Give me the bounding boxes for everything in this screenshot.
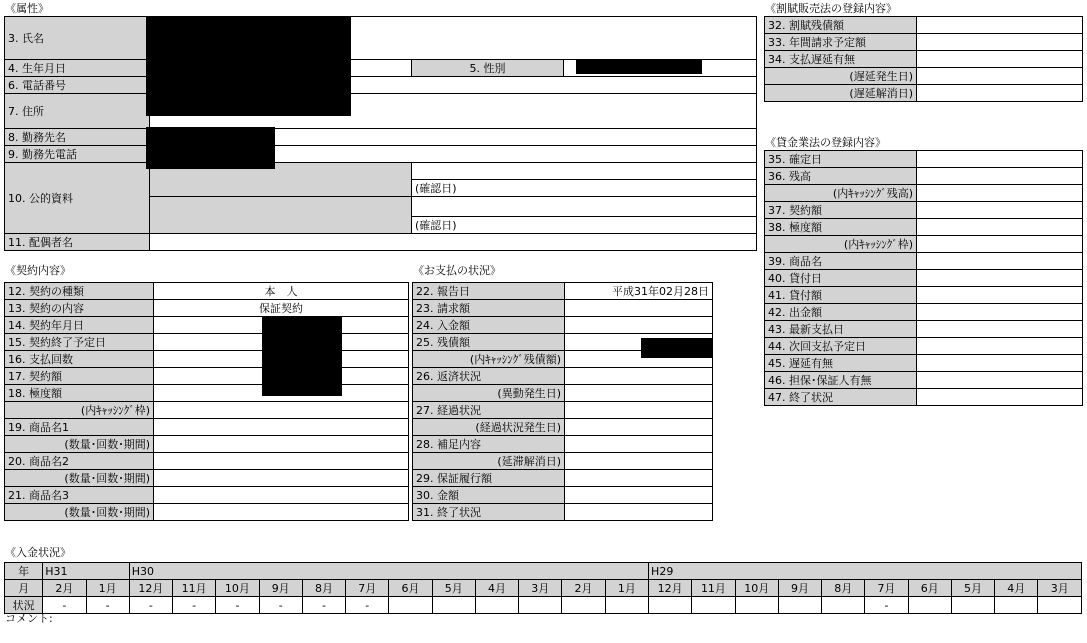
payment-label: (延滞解消日) xyxy=(413,453,565,470)
deposit-status-header: 状況 xyxy=(5,597,43,614)
section-loan: 《貸金業法の登録内容》 xyxy=(765,136,886,149)
contract-value: 本 人 xyxy=(154,283,409,300)
contract-label: 16. 支払回数 xyxy=(5,351,154,368)
deposit-status: - xyxy=(346,597,389,614)
payment-row xyxy=(413,300,713,317)
confirm-date-2: (確認日) xyxy=(412,217,757,234)
deposit-status xyxy=(692,597,735,614)
payment-label: 27. 経過状況 xyxy=(413,402,565,419)
loan-label: 35. 確定日 xyxy=(765,151,917,168)
deposit-month: 3月 xyxy=(519,580,562,597)
installment-value xyxy=(917,34,1083,51)
contract-row xyxy=(5,385,409,402)
deposit-status xyxy=(432,597,475,614)
section-payment: 《お支払の状況》 xyxy=(413,264,501,277)
installment-label: 33. 年間請求予定額 xyxy=(765,34,917,51)
loan-row xyxy=(765,304,1083,321)
public-doc-2 xyxy=(150,197,412,234)
loan-label: 46. 担保･保証人有無 xyxy=(765,372,917,389)
payment-row xyxy=(413,385,713,402)
deposit-status xyxy=(951,597,994,614)
loan-value xyxy=(917,185,1083,202)
redaction-gender xyxy=(576,59,702,74)
payment-label: 28. 補足内容 xyxy=(413,436,565,453)
contract-label: (数量･回数･期間) xyxy=(5,470,154,487)
contract-row xyxy=(5,300,409,317)
deposit-month: 1月 xyxy=(605,580,648,597)
payment-value xyxy=(565,402,713,419)
deposit-status xyxy=(649,597,692,614)
payment-label: 25. 残債額 xyxy=(413,334,565,351)
payment-label: (異動発生日) xyxy=(413,385,565,402)
payment-label: 31. 終了状況 xyxy=(413,504,565,521)
deposit-status xyxy=(389,597,432,614)
section-deposit: 《入金状況》 xyxy=(5,546,71,559)
deposit-year-header: 年 xyxy=(5,563,43,580)
deposit-month: 4月 xyxy=(475,580,518,597)
payment-row xyxy=(413,317,713,334)
contract-row xyxy=(5,436,409,453)
installment-row xyxy=(765,17,1083,34)
loan-label: 40. 貸付日 xyxy=(765,270,917,287)
loan-row xyxy=(765,287,1083,304)
contract-value xyxy=(154,470,409,487)
deposit-status xyxy=(822,597,865,614)
loan-row xyxy=(765,202,1083,219)
installment-row xyxy=(765,85,1083,102)
section-contract: 《契約内容》 xyxy=(5,264,71,277)
deposit-month: 11月 xyxy=(692,580,735,597)
deposit-month: 10月 xyxy=(735,580,778,597)
contract-row xyxy=(5,334,409,351)
loan-value xyxy=(917,372,1083,389)
loan-row xyxy=(765,270,1083,287)
redaction-workplace xyxy=(146,127,275,169)
deposit-status: - xyxy=(129,597,172,614)
loan-value xyxy=(917,389,1083,406)
loan-label: 39. 商品名 xyxy=(765,253,917,270)
loan-row xyxy=(765,389,1083,406)
loan-row xyxy=(765,236,1083,253)
loan-row xyxy=(765,372,1083,389)
loan-value xyxy=(917,236,1083,253)
contract-label: 15. 契約終了予定日 xyxy=(5,334,154,351)
contract-value xyxy=(154,419,409,436)
payment-label: 24. 入金額 xyxy=(413,317,565,334)
name-label: 3. 氏名 xyxy=(5,17,150,60)
deposit-status xyxy=(908,597,951,614)
loan-label: 41. 貸付額 xyxy=(765,287,917,304)
deposit-status: - xyxy=(865,597,908,614)
contract-label: (数量･回数･期間) xyxy=(5,436,154,453)
contract-row xyxy=(5,283,409,300)
loan-row xyxy=(765,219,1083,236)
deposit-month: 7月 xyxy=(346,580,389,597)
loan-label: 37. 契約額 xyxy=(765,202,917,219)
section-installment: 《割賦販売法の登録内容》 xyxy=(765,2,897,15)
loan-label: 36. 残高 xyxy=(765,168,917,185)
public-doc-label: 10. 公的資料 xyxy=(5,163,150,234)
loan-label: 44. 次回支払予定日 xyxy=(765,338,917,355)
loan-row xyxy=(765,185,1083,202)
address-label: 7. 住所 xyxy=(5,94,150,129)
loan-value xyxy=(917,287,1083,304)
payment-label: 22. 報告日 xyxy=(413,283,565,300)
contract-row xyxy=(5,470,409,487)
deposit-month-header: 月 xyxy=(5,580,43,597)
deposit-status: - xyxy=(259,597,302,614)
payment-row xyxy=(413,402,713,419)
payment-row xyxy=(413,487,713,504)
contract-row xyxy=(5,317,409,334)
deposit-month: 10月 xyxy=(216,580,259,597)
installment-value xyxy=(917,51,1083,68)
contract-label: 18. 極度額 xyxy=(5,385,154,402)
contract-row xyxy=(5,487,409,504)
contract-row xyxy=(5,368,409,385)
contract-label: 17. 契約額 xyxy=(5,368,154,385)
contract-value xyxy=(154,487,409,504)
contract-label: 19. 商品名1 xyxy=(5,419,154,436)
loan-value xyxy=(917,338,1083,355)
contract-label: 20. 商品名2 xyxy=(5,453,154,470)
contract-row xyxy=(5,351,409,368)
deposit-month: 1月 xyxy=(86,580,129,597)
deposit-month: 9月 xyxy=(259,580,302,597)
payment-row xyxy=(413,504,713,521)
loan-value xyxy=(917,270,1083,287)
workplace-label: 8. 勤務先名 xyxy=(5,129,150,146)
deposit-status xyxy=(1038,597,1082,614)
contract-label: (数量･回数･期間) xyxy=(5,504,154,521)
payment-value xyxy=(565,487,713,504)
public-doc-2-value xyxy=(412,197,757,217)
installment-label: 34. 支払遅延有無 xyxy=(765,51,917,68)
birth-label: 4. 生年月日 xyxy=(5,60,150,77)
loan-value xyxy=(917,253,1083,270)
deposit-table xyxy=(4,562,1082,614)
contract-value xyxy=(154,504,409,521)
loan-value xyxy=(917,304,1083,321)
deposit-status xyxy=(995,597,1038,614)
loan-value xyxy=(917,151,1083,168)
contract-row xyxy=(5,419,409,436)
redaction-contract xyxy=(262,316,342,396)
deposit-month: 6月 xyxy=(908,580,951,597)
loan-label: 38. 極度額 xyxy=(765,219,917,236)
payment-value xyxy=(565,453,713,470)
contract-label: 21. 商品名3 xyxy=(5,487,154,504)
gender-label: 5. 性別 xyxy=(412,60,564,77)
contract-label: 14. 契約年月日 xyxy=(5,317,154,334)
installment-row xyxy=(765,68,1083,85)
deposit-month: 5月 xyxy=(951,580,994,597)
loan-row xyxy=(765,355,1083,372)
payment-row xyxy=(413,436,713,453)
loan-value xyxy=(917,219,1083,236)
installment-label: 32. 割賦残債額 xyxy=(765,17,917,34)
deposit-status xyxy=(475,597,518,614)
deposit-month: 11月 xyxy=(173,580,216,597)
deposit-month: 9月 xyxy=(778,580,821,597)
redaction-birth xyxy=(146,59,351,116)
confirm-date-1: (確認日) xyxy=(412,180,757,197)
installment-value xyxy=(917,85,1083,102)
contract-label: 13. 契約の内容 xyxy=(5,300,154,317)
deposit-month: 8月 xyxy=(822,580,865,597)
installment-value xyxy=(917,68,1083,85)
payment-label: 23. 請求額 xyxy=(413,300,565,317)
payment-value: 平成31年02月28日 xyxy=(565,283,713,300)
loan-row xyxy=(765,151,1083,168)
installment-row xyxy=(765,34,1083,51)
contract-row xyxy=(5,504,409,521)
contract-table xyxy=(4,282,409,521)
deposit-year: H30 xyxy=(129,563,648,580)
payment-label: (内ｷｬｯｼﾝｸﾞ残債額) xyxy=(413,351,565,368)
deposit-year: H29 xyxy=(649,563,1082,580)
deposit-status xyxy=(778,597,821,614)
payment-row xyxy=(413,368,713,385)
deposit-status: - xyxy=(302,597,345,614)
work-phone-label: 9. 勤務先電話 xyxy=(5,146,150,163)
loan-row xyxy=(765,168,1083,185)
contract-value: 保証契約 xyxy=(154,300,409,317)
attributes-table xyxy=(4,16,757,251)
deposit-status: - xyxy=(86,597,129,614)
contract-value xyxy=(154,402,409,419)
deposit-status: - xyxy=(43,597,86,614)
installment-table xyxy=(764,16,1083,102)
loan-row xyxy=(765,321,1083,338)
deposit-status: - xyxy=(216,597,259,614)
redaction-balance xyxy=(641,338,712,358)
payment-value xyxy=(565,436,713,453)
payment-row xyxy=(413,453,713,470)
loan-row xyxy=(765,253,1083,270)
loan-value xyxy=(917,355,1083,372)
deposit-status xyxy=(735,597,778,614)
payment-table xyxy=(412,282,713,521)
payment-value xyxy=(565,419,713,436)
contract-value xyxy=(154,453,409,470)
payment-row xyxy=(413,419,713,436)
section-attributes: 《属性》 xyxy=(5,2,49,15)
deposit-month: 7月 xyxy=(865,580,908,597)
contract-row xyxy=(5,453,409,470)
loan-row xyxy=(765,338,1083,355)
contract-label: (内ｷｬｯｼﾝｸﾞ枠) xyxy=(5,402,154,419)
payment-value xyxy=(565,368,713,385)
deposit-status xyxy=(519,597,562,614)
contract-label: 12. 契約の種類 xyxy=(5,283,154,300)
payment-label: 30. 金額 xyxy=(413,487,565,504)
payment-label: (経過状況発生日) xyxy=(413,419,565,436)
installment-label: (遅延発生日) xyxy=(765,68,917,85)
installment-value xyxy=(917,17,1083,34)
payment-value xyxy=(565,470,713,487)
deposit-month: 4月 xyxy=(995,580,1038,597)
payment-label: 26. 返済状況 xyxy=(413,368,565,385)
contract-value xyxy=(154,436,409,453)
payment-row xyxy=(413,283,713,300)
deposit-month: 8月 xyxy=(302,580,345,597)
deposit-status xyxy=(562,597,605,614)
deposit-month: 6月 xyxy=(389,580,432,597)
redaction-name xyxy=(146,16,351,59)
payment-value xyxy=(565,300,713,317)
deposit-month: 12月 xyxy=(129,580,172,597)
loan-label: (内ｷｬｯｼﾝｸﾞ枠) xyxy=(765,236,917,253)
deposit-year: H31 xyxy=(43,563,130,580)
deposit-month: 5月 xyxy=(432,580,475,597)
deposit-month: 12月 xyxy=(649,580,692,597)
contract-row xyxy=(5,402,409,419)
deposit-status xyxy=(605,597,648,614)
loan-value xyxy=(917,202,1083,219)
spouse-value xyxy=(150,234,757,251)
loan-label: 42. 出金額 xyxy=(765,304,917,321)
spouse-label: 11. 配偶者名 xyxy=(5,234,150,251)
loan-label: 45. 遅延有無 xyxy=(765,355,917,372)
payment-value xyxy=(565,504,713,521)
loan-label: 43. 最新支払日 xyxy=(765,321,917,338)
loan-label: 47. 終了状況 xyxy=(765,389,917,406)
deposit-month: 2月 xyxy=(562,580,605,597)
deposit-month: 2月 xyxy=(43,580,86,597)
payment-row xyxy=(413,470,713,487)
deposit-month: 3月 xyxy=(1038,580,1082,597)
loan-label: (内ｷｬｯｼﾝｸﾞ残高) xyxy=(765,185,917,202)
public-doc-1-value xyxy=(412,163,757,180)
comment-label: コメント: xyxy=(5,612,53,625)
installment-row xyxy=(765,51,1083,68)
installment-label: (遅延解消日) xyxy=(765,85,917,102)
loan-value xyxy=(917,168,1083,185)
loan-value xyxy=(917,321,1083,338)
payment-label: 29. 保証履行額 xyxy=(413,470,565,487)
payment-value xyxy=(565,385,713,402)
phone-label: 6. 電話番号 xyxy=(5,77,150,94)
deposit-status: - xyxy=(173,597,216,614)
payment-value xyxy=(565,317,713,334)
loan-table xyxy=(764,150,1083,406)
